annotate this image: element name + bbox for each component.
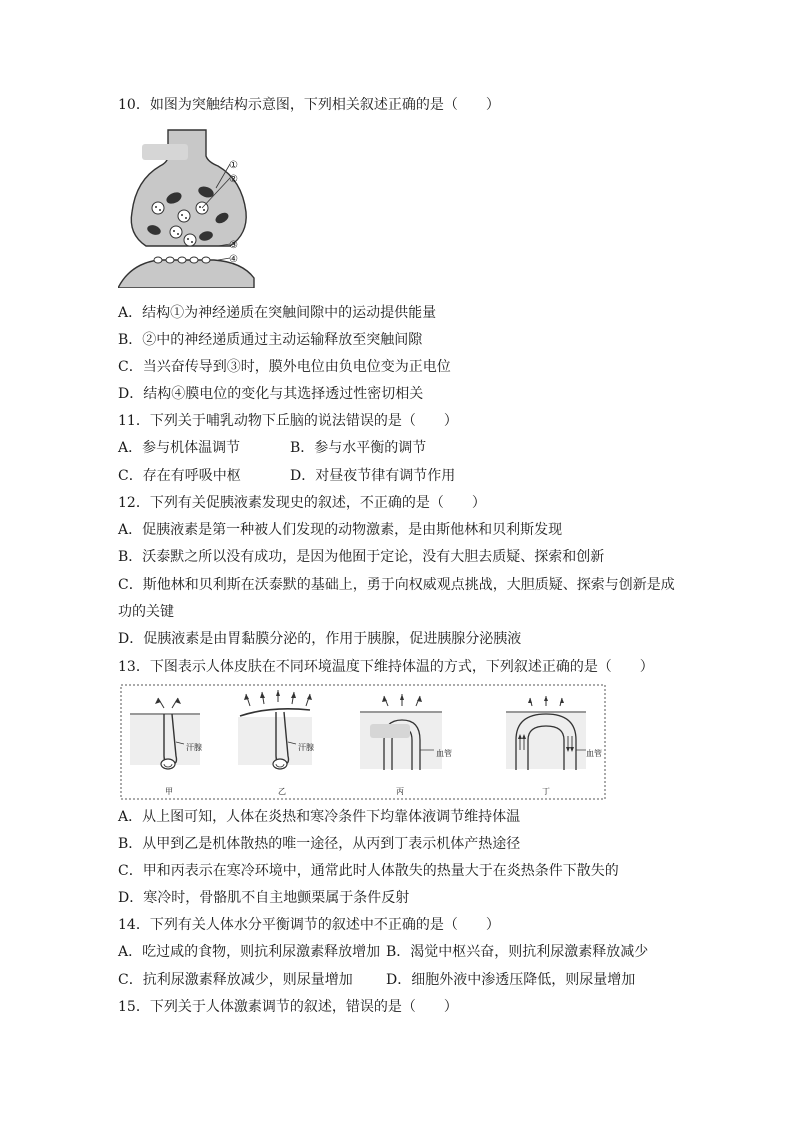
q10-option-b: B．②中的神经递质通过主动运输释放至突触间隙 (118, 332, 423, 348)
panel-label-bing: 丙 (396, 787, 404, 796)
q11-option-d: D．对昼夜节律有调节作用 (290, 468, 456, 484)
q12-stem: 12．下列有关促胰液素发现史的叙述，不正确的是（ ） (118, 495, 486, 511)
synapse-label-3: ③ (229, 240, 238, 251)
q11-option-c: C．存在有呼吸中枢 (118, 468, 241, 484)
q13-stem: 13．下图表示人体皮肤在不同环境温度下维持体温的方式，下列叙述正确的是（ ） (118, 659, 654, 675)
q10-option-d: D．结构④膜电位的变化与其选择透过性密切相关 (118, 386, 424, 402)
synapse-label-1: ① (229, 160, 238, 171)
q14-option-d: D．细胞外液中渗透压降低，则尿量增加 (386, 972, 636, 988)
synapse-label-2: ② (229, 174, 238, 185)
vessel-label-ding: 血管 (586, 749, 602, 758)
q13-option-c: C．甲和丙表示在寒冷环境中，通常此时人体散失的热量大于在炎热条件下散失的 (118, 863, 619, 879)
q13-option-b: B．从甲到乙是机体散热的唯一途径，从丙到丁表示机体产热途径 (118, 836, 521, 852)
q11-option-b: B．参与水平衡的调节 (290, 440, 427, 456)
q14-option-c: C．抗利尿激素释放减少，则尿量增加 (118, 972, 353, 988)
q14-stem: 14．下列有关人体水分平衡调节的叙述中不正确的是（ ） (118, 917, 500, 933)
q12-option-a: A．促胰液素是第一种被人们发现的动物激素，是由斯他林和贝利斯发现 (118, 522, 563, 538)
q11-stem: 11．下列关于哺乳动物下丘脑的说法错误的是（ ） (118, 413, 458, 429)
q13-option-d: D．寒冷时，骨骼肌不自主地颤栗属于条件反射 (118, 890, 410, 906)
q14-option-a: A．吃过咸的食物，则抗利尿激素释放增加 (118, 944, 381, 960)
vessel-label-bing: 血管 (436, 749, 452, 758)
synapse-label-4: ④ (229, 254, 238, 265)
panel-label-jia: 甲 (165, 787, 173, 796)
panel-label-yi: 乙 (278, 787, 286, 796)
q12-option-c: C．斯他林和贝利斯在沃泰默的基础上，勇于向权威观点挑战，大胆质疑、探索与创新是成 (118, 577, 675, 593)
q12-option-c-cont: 功的关键 (118, 604, 174, 620)
q12-option-b: B．沃泰默之所以没有成功，是因为他囿于定论，没有大胆去质疑、探索和创新 (118, 549, 605, 565)
gland-label-jia: 汗腺 (186, 743, 202, 752)
gland-label-yi: 汗腺 (298, 743, 314, 752)
q13-option-a: A．从上图可知，人体在炎热和寒冷条件下均靠体液调节维持体温 (118, 809, 521, 825)
q12-option-d: D．促胰液素是由胃黏膜分泌的，作用于胰腺，促进胰腺分泌胰液 (118, 631, 522, 647)
q11-option-a: A．参与机体温调节 (118, 440, 241, 456)
q14-option-b: B．渴觉中枢兴奋，则抗利尿激素释放减少 (386, 944, 649, 960)
q15-stem: 15．下列关于人体激素调节的叙述，错误的是（ ） (118, 999, 458, 1015)
q10-stem: 10．如图为突触结构示意图，下列相关叙述正确的是（ ） (118, 97, 500, 113)
panel-label-ding: 丁 (542, 787, 550, 796)
q10-option-a: A．结构①为神经递质在突触间隙中的运动提供能量 (118, 305, 437, 321)
q10-option-c: C．当兴奋传导到③时，膜外电位由负电位变为正电位 (118, 359, 451, 375)
